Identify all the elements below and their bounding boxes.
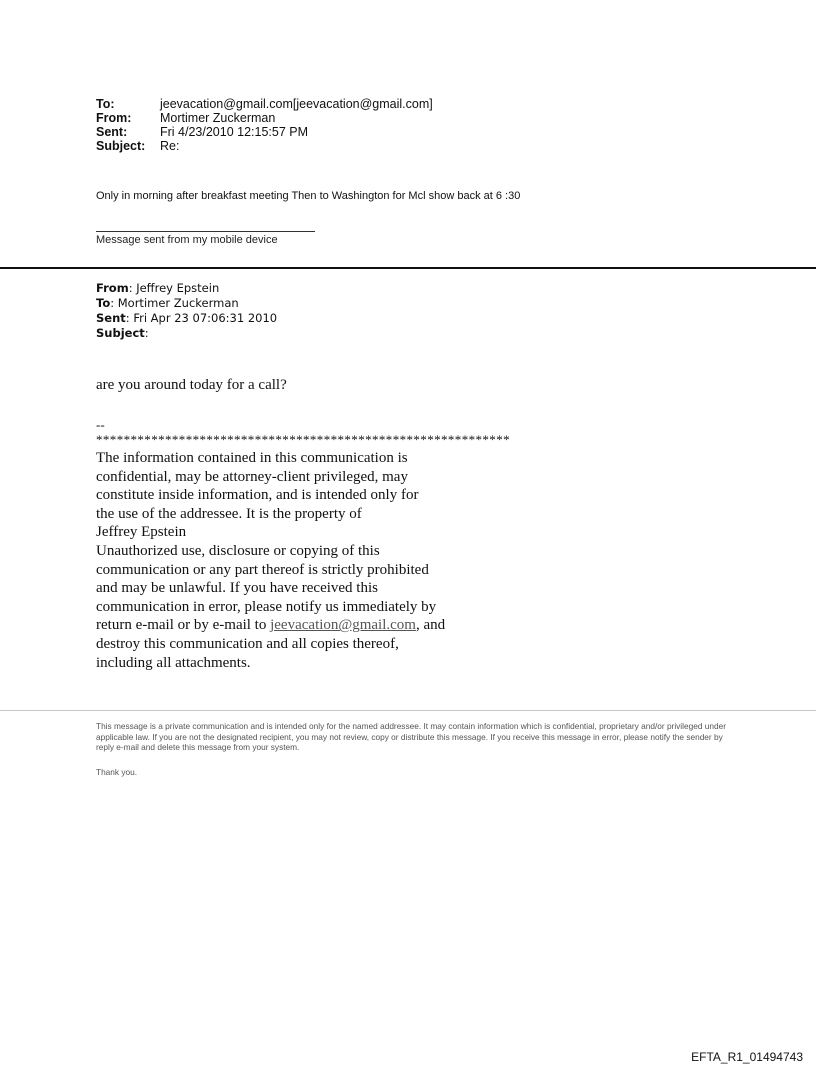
to-value: jeevacation@gmail.com[jeevacation@gmail.com] <box>160 97 433 111</box>
link-line-suffix: , and <box>415 617 446 634</box>
original-from-label: From <box>96 281 129 295</box>
document-id: EFTA_R1_01494743 <box>691 1050 803 1064</box>
disclaimer-line: communication in error, please notify us immediately by <box>96 598 437 615</box>
disclaimer-line: Unauthorized use, disclosure or copying of this <box>96 542 380 559</box>
sent-label: Sent: <box>96 125 128 139</box>
original-sent-row <box>96 311 277 326</box>
asterisk-divider: ************************************************************ <box>96 432 510 447</box>
original-subject-row <box>96 326 277 341</box>
original-body: are you around today for a call? <box>96 377 287 393</box>
reply-to-row <box>96 97 433 111</box>
original-to-label: To <box>96 296 111 310</box>
mobile-signature: Message sent from my mobile device <box>96 234 278 246</box>
original-from-colon: : <box>128 281 133 295</box>
from-label: From: <box>96 111 132 125</box>
to-label: To: <box>96 97 115 111</box>
original-to-value: Mortimer Zuckerman <box>117 296 239 310</box>
signature-dashes: -- <box>96 417 105 432</box>
message-separator <box>0 267 816 269</box>
original-subject-colon: : <box>144 326 149 340</box>
footer-thanks: Thank you. <box>96 767 138 777</box>
original-subject-label: Subject <box>96 326 145 340</box>
disclaimer-line: destroy this communication and all copies thereof, <box>96 635 399 652</box>
reply-header <box>96 97 433 153</box>
disclaimer-line: communication or any part thereof is strictly prohibited <box>96 561 429 578</box>
original-from-value: Jeffrey Epstein <box>136 281 220 295</box>
reply-sent-row <box>96 125 433 139</box>
original-sent-label: Sent <box>96 311 126 325</box>
disclaimer-line: confidential, may be attorney-client privileged, may <box>96 468 408 485</box>
original-to-colon: : <box>110 296 115 310</box>
disclaimer-line: including all attachments. <box>96 654 251 671</box>
from-value: Mortimer Zuckerman <box>160 111 276 125</box>
disclaimer-line: and may be unlawful. If you have received this <box>96 580 378 597</box>
reply-subject-row <box>96 139 433 153</box>
reply-body: Only in morning after breakfast meeting Then to Washington for Mcl show back at 6 :30 <box>96 190 521 202</box>
original-sent-colon: : <box>125 311 130 325</box>
original-header <box>96 281 277 341</box>
original-to-row <box>96 296 277 311</box>
disclaimer-line: constitute inside information, and is intended only for <box>96 487 419 504</box>
footer-rule <box>0 710 816 711</box>
disclaimer-line: Jeffrey Epstein <box>96 524 187 541</box>
signature-rule <box>96 231 315 232</box>
original-sent-value: Fri Apr 23 07:06:31 2010 <box>133 311 278 325</box>
subject-value: Re: <box>160 139 180 153</box>
footer-notice-text: This message is a private communication and is intended only for the named addressee. It may contain information which is confidential, proprietary and/or privileged under applicable law. If you are not the designated recipient, you may not review, copy or distribute this message. If you receive this message in error, please notify the sender by reply e-mail and delete this message from your system. <box>96 721 726 752</box>
link-line-prefix: return e-mail or by e-mail to <box>96 617 271 634</box>
subject-label: Subject: <box>96 139 146 153</box>
reply-from-row <box>96 111 433 125</box>
disclaimer-line: the use of the addressee. It is the property of <box>96 505 362 522</box>
email-link[interactable]: jeevacation@gmail.com <box>270 617 416 634</box>
confidentiality-disclaimer <box>96 449 496 672</box>
disclaimer-link-line <box>96 616 496 635</box>
original-from-row <box>96 281 277 296</box>
sent-value: Fri 4/23/2010 12:15:57 PM <box>160 125 309 139</box>
disclaimer-line: The information contained in this communication is <box>96 450 408 466</box>
footer-notice <box>96 721 736 753</box>
